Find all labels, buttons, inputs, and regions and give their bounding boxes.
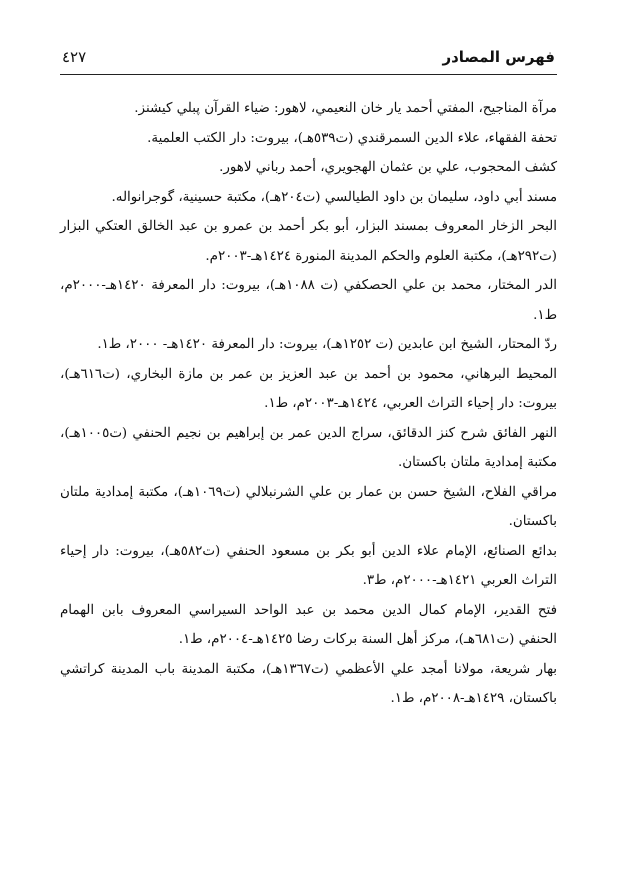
bibliography-entry: البحر الزخار المعروف بمسند البزار، أبو بكر أحمد بن عمرو بن عبد الخالق العتكي البزار (ت٢٩٢هـ)، مكتبة العلوم والحكم المدينة المنورة ١٤٢٤هـ-٢٠٠٣م. bbox=[60, 219, 557, 264]
bibliography-entry: الدر المختار، محمد بن علي الحصكفي (ت ١٠٨٨هـ)، بيروت: دار المعرفة ١٤٢٠هـ-٢٠٠٠م، ط١. bbox=[60, 278, 558, 323]
page-header bbox=[62, 46, 555, 72]
bibliography-entry: مراقي الفلاح، الشيخ حسن بن عمار بن علي الشرنبلالي (ت١٠٦٩هـ)، مكتبة إمدادية ملتان باكستان. bbox=[60, 484, 557, 529]
bibliography-entry: تحفة الفقهاء، علاء الدين السمرقندي (ت٥٣٩هـ)، بيروت: دار الكتب العلمية. bbox=[147, 130, 557, 146]
bibliography-entry: ردّ المحتار، الشيخ ابن عابدين (ت ١٢٥٢هـ)، بيروت: دار المعرفة ١٤٢٠هـ- ٢٠٠٠، ط١. bbox=[97, 337, 557, 352]
bibliography-entry: المحيط البرهاني، محمود بن أحمد بن عبد العزيز بن عمر بن مازة البخاري، (ت٦١٦هـ)، بيروت: دار إحياء التراث العربي، ١٤٢٤هـ-٢٠٠٣م، ط١. bbox=[60, 366, 557, 411]
bibliography-entry: كشف المحجوب، علي بن عثمان الهجويري، أحمد رباني لاهور. bbox=[219, 160, 557, 175]
page-number: ٤٢٧ bbox=[62, 48, 87, 66]
bibliography-entry: مرآة المناجيح، المفتي أحمد يار خان النعيمي، لاهور: ضياء القرآن پبلي كيشنز. bbox=[134, 101, 557, 116]
bibliography-entry: بدائع الصنائع، الإمام علاء الدين أبو بكر بن مسعود الحنفي (ت٥٨٢هـ)، بيروت: دار إحياء التراث العربي ١٤٢١هـ-٢٠٠٠م، ط٣. bbox=[60, 543, 557, 588]
bibliography-list bbox=[60, 94, 557, 714]
header-divider bbox=[60, 74, 557, 75]
bibliography-entry: بهار شريعة، مولانا أمجد علي الأعظمي (ت١٣٦٧هـ)، مكتبة المدينة باب المدينة كراتشي باكستان، ١٤٢٩هـ-٢٠٠٨م، ط١. bbox=[60, 661, 557, 706]
bibliography-entry: فتح القدير، الإمام كمال الدين محمد بن عبد الواحد السيراسي المعروف بابن الهمام الحنفي (ت٦٨١هـ)، مركز أهل السنة بركات رضا ١٤٢٥هـ-٢٠٠٤م، ط١. bbox=[60, 602, 557, 647]
bibliography-entry: النهر الفائق شرح كنز الدقائق، سراج الدين عمر بن إبراهيم بن نجيم الحنفي (ت١٠٠٥هـ)، مكتبة إمدادية ملتان باكستان. bbox=[60, 425, 557, 470]
bibliography-entry: مسند أبي داود، سليمان بن داود الطيالسي (ت٢٠٤هـ)، مكتبة حسينية، گوجرانواله. bbox=[111, 189, 557, 205]
page-title: فهرس المصادر bbox=[442, 48, 555, 66]
